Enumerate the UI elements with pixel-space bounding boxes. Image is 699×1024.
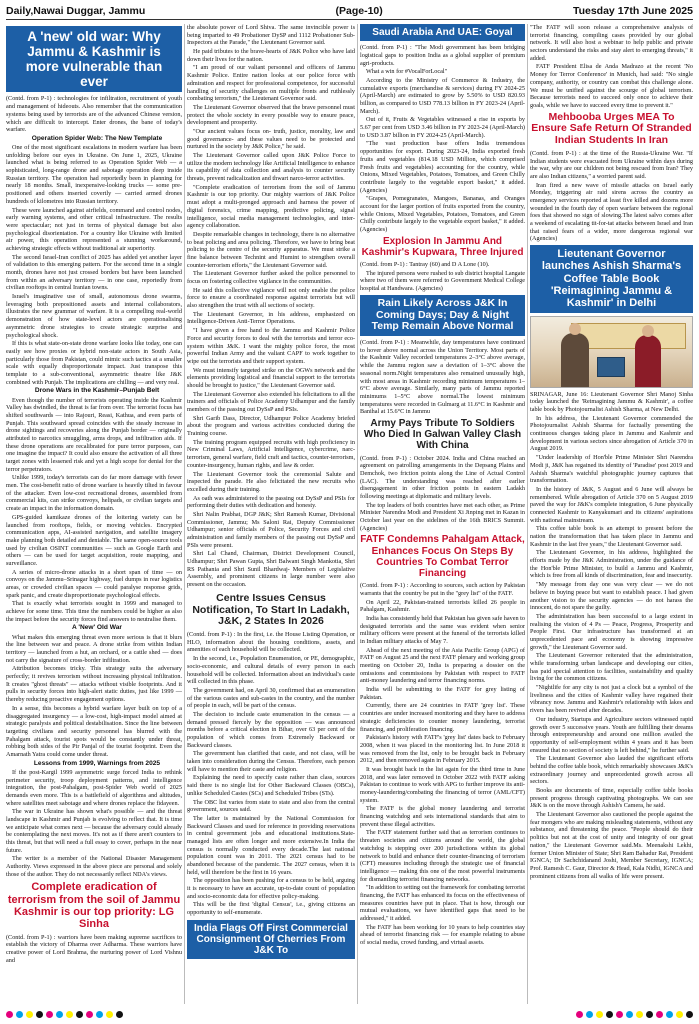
column-2 [187, 24, 355, 1004]
article-paragraph: This will be the first 'digital Census', i.e., giving citizens an opportunity to self-enumerate. [187, 901, 355, 917]
registration-dot [116, 1011, 123, 1018]
column-4 [530, 24, 693, 1004]
article-paragraph: "I have given a free hand to the Jammu and Kashmir Police Force and security forces to deal with the terrorists and terror eco-system within J&K. I want the mighty police force, the most powerful Indian Army and the valiant CAPF to work together to wipe out the terrorists and their support system. [187, 327, 355, 365]
article-paragraph: The second Israel-Iran conflict of 2025 has added yet another layer of validation to this emerging pattern. For the second time in a single month, drones have not just crossed borders but have been launched from within an adversary territory — in one case, reportedly from civilian rooftops in central Iranian towns. [6, 253, 182, 292]
article-paragraph: What a win for #VocalForLocal" [366, 68, 448, 76]
article-paragraph: (Contd. from P-1) : In the first, i.e. the House Listing Operation, or HLO, information about the housing conditions, assets, and amenities of each household will be collected. [187, 631, 355, 654]
registration-dot [656, 1011, 663, 1018]
article-paragraph: On April 22, Pakistan-trained terrorists killed 26 people in Pahalgam, Kashmir. [360, 598, 525, 614]
article-paragraph: That is exactly what terrorists sought in 1999 and managed to achieve for some time. This time the numbers could be higher as also the impact before the security forces find answers to neutralise them. [6, 600, 182, 623]
column-divider [184, 24, 185, 1004]
article-paragraph: (Contd. from P-1) : "The Modi government has been bridging logistical gaps to position India as a global supplier of premium agri-products. [360, 44, 525, 67]
article-paragraph: The writer is a member of the National Disaster Management Authority. Views expressed in the above piece are personal and solely those of the author. They do not necessarily reflect NDA's views. [6, 855, 182, 878]
registration-dot [16, 1011, 23, 1018]
registration-dot [626, 1011, 633, 1018]
headline-census: Centre Issues Census Notification, To Start In Ladakh, J&K, 2 States In 2026 [192, 591, 350, 628]
article-new-old-war [6, 95, 182, 878]
registration-dot [596, 1011, 603, 1018]
registration-dot [96, 1011, 103, 1018]
article-paragraph: (Contd. from P-1) : technologies for infiltration, recruitment of youth and management of hideouts. Also remember that the communication systems being used by terrorists are of the advanced Chinese version, which are difficult to intercept. Enter drones, the bane of today's warfare. [6, 95, 182, 134]
article-paragraph: "My message from day one was very clear — we do not believe in buying peace but want to establish peace. I had given another vision to the security agencies — do not harass the innocent, do not spare the guilty. [530, 581, 693, 612]
book-launch-photo [530, 316, 693, 388]
article-paragraph: the absolute power of Lord Shiva. The same invincible power is being imparted to 49 Probationer DySP and 1112 Probationer Sub-Inspectors at the Parade," the Lieutenant Governor said. [187, 24, 355, 47]
article-paragraph: SRINAGAR, June 16: Lieutenant Governor Shri Manoj Sinha today launched the 'Reimagining Jammu & Kashmir', a coffee table book by Photojournalist Ashish Sharma, at New Delhi. [530, 390, 693, 413]
article-paragraph: The war in Ukraine has shown what's possible — and the threat landscape in Kashmir and Punjab is evolving to reflect that. It is time we anticipate what comes next — because the adversary could already be contemplating the next moves. It's not as if there aren't counters to this threat, but that will need a full essay to cover, perhaps in the near future. [6, 808, 182, 854]
article-paragraph: A series of micro-drone attacks in a short span of time — on convoys on the Jammu–Srinagar highway, fuel dumps in rear logistics areas, or crowded civilian spaces — could paralyse response grids, spark panic, and create disproportionate psychological effects. [6, 568, 182, 599]
article-paragraph: Israel's imaginative use of small, autonomous drone swarms, leveraging both prepositioned assets and internal collaborators, illustrates the new grammar of warfare. It is a compelling real-world demonstration of how state-level actors are operationalising asymmetric drone strategies to create strategic surprise and psychological shock. [6, 293, 182, 339]
print-footer [6, 1008, 693, 1020]
article-paragraph: The latter is maintained by the National Commission for Backward Classes and used for reference in providing reservations in central government jobs and educational institutions.State-managed lists are often longer and more extensive.In India the census is normally conducted every decade.The last national population count was in 2011. The 2021 census had to be abandoned because of the pandemic. The 2027 census, when it is held, will therefore be the first in 16 years. [187, 814, 355, 876]
article-paragraph: It was brought back in the list again for the third time in June 2018, and was later removed in October 2022 with FATF asking Pakistan to continue to work with APG to further improve its anti-money-laundering/combating the financing of terror (AML/CFT) system. [360, 765, 525, 804]
article-paragraph: As oath was administered to the passing out DySsP and PSIs for performing their duties with dedication and honesty. [187, 494, 355, 510]
column-divider [357, 24, 358, 1004]
article-galwan [360, 455, 525, 533]
article-paragraph: FATF President Elisa de Anda Madrazo at the recent 'No Money for Terror Conference' in Munich, had said: "No single company, authority, or country can combat this challenge alone. We must be unified against the scourge of global terrorism. Because terrorists need to succeed only once to achieve their goals, while we have to succeed every time to prevent it." [530, 63, 693, 109]
registration-dot [646, 1011, 653, 1018]
article-saudi-uae [360, 44, 525, 234]
article-paragraph: (Contd. from P-1) : Tantray (60) and D A Lone (10). [360, 261, 490, 269]
article-subheading: Drone Wars in the Kashmir–Punjab Belt [34, 387, 160, 395]
article-paragraph: (Contd. from P-1) : October 2024. India and China reached an agreement on patrolling arrangements in the Depsang Plains and Demchok, two friction points along the Line of Actual Control (LAC). The understanding was reached after earlier disengagement in other friction points in eastern Ladakh following meetings at diplomatic and military levels. [360, 454, 525, 500]
article-paragraph: The Lieutenant Governor reiterated that the administration, while transforming urban landscape and developing our cities, has paid special attention to facilities, sustainability and quality living for the common citizens. [530, 652, 693, 683]
registration-dot [576, 1011, 583, 1018]
article-paragraph: (Contd. from P-1) : at the time of the Russia-Ukraine War. "If Indian students were evacuated from Ukraine within days during the war, why are our children not being rescued from Iran? They are also Indian citizens," a worried parent said. [530, 149, 693, 180]
article-paragraph: These were launched against airfields, command and control nodes, early warning systems, and other critical infrastructure. The results were spectacular; not just in terms of physical damage but also psychological disorientation. For a country like Ukraine with limited air power, this operation represented a stunning workaround, achieving strategic effects without traditional air superiority. [6, 206, 182, 252]
article-lg-sinha [6, 934, 182, 965]
registration-dot [686, 1011, 693, 1018]
photo-person-right [635, 335, 661, 387]
article-paragraph: The Lieutenant Governor observed that the brave personnel must protect the whole society in every possible way to ensure peace, development and prosperity. [187, 103, 355, 127]
article-paragraph: He paid tributes to the brave-hearts of J&K Police who have laid down their lives for the nation. [187, 48, 355, 63]
article-subheading: Lessons from 1999, Warnings from 2025 [33, 759, 161, 767]
article-paragraph: "Nightlife for any city is not just a clock but a symbol of the liveliness and the cities of Kashmir valley have regained their vibrancy now. Jammu and Kashmir's relationship with lakes and rivers has been revived after decades. [530, 684, 693, 715]
article-paragraph: (Contd. from P-1) : warriors have been making supreme sacrifices to establish the victory of Dharma over Adharma. These warriors have creative power of Lord Brahma, the nurturing power of Lord Vishnu and [6, 933, 182, 964]
article-paragraph: The Lieutenant Governor took the ceremonial Salute and inspected the parade. He also felicitated the new recruits who excelled during their training. [187, 470, 355, 493]
article-paragraph: The Lieutenant Governor called upon J&K Police Force to utilize the modern technology like Artificial Intelligence to enhance its capability of data collection and analysis to counter security threats, prevent radicalization and thwart narco-terror activities. [187, 152, 355, 183]
article-paragraph: In the history of J&K, 5 August and 6 June will always be remembered. While abrogation of Article 370 on 5 August 2019 paved the way for J&K's complete integration, 6 June physically connected Kashmir to Kanyakumari and its citizens' aspirations with national mainstream. [530, 485, 693, 524]
registration-dot [56, 1011, 63, 1018]
article-paragraph: India will be submitting to the FATF for grey listing of Pakistan. [360, 686, 525, 701]
article-subheading: Operation Spider Web: The New Template [31, 134, 163, 142]
article-mehbooba [530, 150, 693, 243]
article-paragraph: If the post-Kargil 1999 asymmetric surge forced India to rethink perimeter security, troop deployment patterns, and intelligence integration, the post-Pahalgam, post-Spider Web world of 2025 demands even more. This is a battlefield of algorithms and altitudes, where satellites meet sabotage and where drones replace the fidayeen. [6, 768, 182, 807]
registration-dot [66, 1011, 73, 1018]
headline-lg-sinha: Complete eradication of terrorism from the soil of Jammu Kashmir is our top priority: LG Sinha [7, 881, 181, 931]
article-paragraph: "Under leadership of Hon'ble Prime Minister Shri Narendra Modi ji, J&K has regained its identity of 'Paradise' post 2019 and Ashish Sharma's watchful photographic journey captures that transformation. [530, 454, 693, 485]
article-paragraph: Pakistan's history with FATF's 'grey list' dates back to February 2008, when it was placed in the monitoring list. In June 2018 it was removed from the list, only to be brought back in February 2012, and then removed again in February 2015. [360, 734, 525, 765]
registration-dot [676, 1011, 683, 1018]
article-paragraph: Ahead of the next meeting of the Asia Pacific Group (APG) of FATF on August 25 and the next FATF plenary and working group meeting on October 20, India is preparing a dossier on the omissions and commissions by Pakistan with respect to FATF anti-money laundering and terror financing norms. [360, 646, 525, 685]
article-paragraph: The FATF is the global money laundering and terrorist financing watchdog and sets international standards that aim to prevent these illegal activities. [360, 805, 525, 828]
article-paragraph: According to the Ministry of Commerce & Industry, the cumulative exports (merchandise & services) during FY 2024-25 (April-March) are estimated to grow by 5.50% to USD 820.93 billion, as compared to USD 778.13 billion in FY 2023-24 (April-March). [360, 76, 525, 115]
issue-date: Tuesday 17th June 2025 [572, 5, 693, 17]
headline-coffee-table-book: Lieutenant Governor launches Ashish Sharma's Coffee Table Book 'Reimagining Jammu & Kashmir' in Delhi [530, 245, 693, 313]
article-paragraph: Shri Nalin Prabhat, DGP J&K; Shri Ramesh Kumar, Divisional Commissioner, Jammu; Ms Saloni Rai, Deputy Commissioner Udhampur; senior officials of Police, Security Forces and civil administration and family members of the passing out DySsP and PSIs were present. [187, 510, 355, 549]
article-paragraph: The FATF has been working for 10 years to help countries stay ahead of terrorist financing risk — for example relating to abuse of social media, crowd funding, and virtual assets. [360, 923, 525, 947]
article-paragraph: One of the most significant escalations in modern warfare has been unfolding before our eyes in Ukraine. On June 1, 2025, Ukraine launched what is being referred to as Operation Spider Web — a sophisticated, long-range drone and sabotage operation deep inside Russian territory. The operation had reportedly been in planning for nearly 18 months. Small, inexpensive-looking trucks — some pre-positioned and others inserted covertly — carried armed drones hundreds of kilometres into Russian territory. [6, 144, 182, 205]
registration-dot [586, 1011, 593, 1018]
article-paragraph: If this is what state-on-state drone warfare looks like today, one can easily see how proxies or hybrid non-state actors in South Asia, particularly those from Pakistan, could mimic such tactics at a smaller scale with equally disproportionate impact. Just transpose this template to a sub-conventional, asymmetric theatre like J&K combined with Punjab. The implications are chilling — and very real. [6, 340, 182, 386]
article-paragraph: The injured persons were rushed to sub district hospital Langate where two of them were referred to Government Medical College hospital at Handwara. (Agencies) [360, 269, 525, 293]
article-paragraph: (Contd. from P-1) : Meanwhile, day temperatures have continued to hover above normal across the Union Territory. Most parts of the Kashmir Valley recorded temperatures 2–3°C above average, while the Jammu region saw a deviation of 1–3°C above the seasonal norm.Night temperatures also remained unusually high, with most areas in Kashmir recording minimum temperatures 1–6°C above average. Similarly, many parts of Jammu reported minimums 1–5°C above normal.The lowest minimum temperatures were recorded in Gulmarg at 11.6°C in Kashmir and Banihal at 15.6°C in Jammu [360, 339, 525, 416]
masthead [6, 4, 693, 18]
article-paragraph: Shri Garib Dass, Director, Udhampur Police Academy briefed about the program and various activities conducted during the Training course. [187, 414, 355, 438]
article-paragraph: Despite remarkable changes in technology, there is no alternative to beat policing and area policing. Therefore, we have to bring beat policing to the centre of the security apparatus. We must strike a fine balance between Technint and Humint to strengthen overall counter-terrorism efforts," the Lieutenant Governor said. [187, 230, 355, 269]
article-paragraph: This coffee table book is an attempt to present before the nation the transformation that has taken place in Jammu and Kashmir in the last five years," the Lieutenant Governor said. [530, 525, 693, 548]
photo-book [597, 357, 625, 377]
article-paragraph: He said this collective vigilance will not only enable the police force to ensure a coordinated response against terrorists but will also strengthen the trust with all sections of society. [187, 286, 355, 310]
article-paragraph: The decision to include caste enumeration in the census — a demand pressed fiercely by the opposition — was announced months before a critical election in Bihar, over 63 per cent of the population of which comes from Extremely Backward or Backward classes. [187, 710, 355, 749]
article-kupwara [360, 261, 525, 293]
article-paragraph: The Lieutenant Governor, in his address, emphasized on Intelligence-Driven Anti-Terror Operations. [187, 310, 355, 326]
article-paragraph: (Contd. from P-1) : According to sources, such action by Pakistan warrants that the country be put in the "grey list" of the FATF. [360, 582, 525, 597]
article-paragraph: "Our ancient values focus on- truth, justice, morality, law and good governance- and these values need to be protected and nurtured in the society by J&K Police," he said. [187, 127, 355, 151]
article-paragraph: The Lieutenant Governor, in his address, highlighted the efforts made by the J&K Administration, under the guidance of the Hon'ble Prime Minister, to build a Jammu and Kashmir, which is free from all kinds of discrimination, fear and insecurity. [530, 549, 693, 580]
article-paragraph: "Grapes, Pomegranates, Mangoes, Bananas, and Oranges account for the larger portion of fruits exported from the country, while Onions, Mixed Vegetables, Potatoes, Tomatoes, and Green Chilly contribute largely to the vegetable export basket," it added. (Agencies) [360, 195, 525, 233]
registration-dot [26, 1011, 33, 1018]
registration-marks-right [576, 1011, 693, 1018]
registration-dot [86, 1011, 93, 1018]
article-paragraph: The Lieutenant Governor also lauded the significant efforts behind the coffee table book, which remarkably showcases J&K's extraordinary journey and unprecedented growth across all sectors. [530, 755, 693, 786]
column-divider [527, 24, 528, 1004]
registration-dot [106, 1011, 113, 1018]
article-paragraph: "Complete eradication of terrorism from the soil of Jammu Kashmir is our top priority. Our mighty warriors of J&K Police must adopt a multi-pronged approach and harness the power of digital forensics, crime mapping, predictive policing, signal intelligence, social media management technologies, and inter-agency collaboration. [187, 183, 355, 230]
article-paragraph: "The FATF will soon release a comprehensive analysis of terrorist financing, compiling cases provided by our global network. It will also host a webinar to help public and private sectors understand the risks and stay alert to emerging threats," it added. [530, 24, 693, 62]
registration-dot [616, 1011, 623, 1018]
article-paragraph: The administration has been successful to a large extent in realising the vision of 4 Ps — Peace, Progress, Prosperity and People First. Our infrastructure has transformed at an unprecedented pace and economy is showing impressive growth," the Lieutenant Governor said. [530, 612, 693, 651]
article-rain [360, 339, 525, 416]
registration-dot [46, 1011, 53, 1018]
registration-dot [6, 1011, 13, 1018]
article-paragraph: Shri Lal Chand, Chairman, District Development Council, Udhampur; Shri Pawan Gupta, Shri Balwant Singh Mankotia, Shri RS Pathania and Shri Sunil Bhardwaj- Members of Legislative Assembly, and prominent citizens in large number were also present on the occasion. [187, 550, 355, 589]
paper-name: Daily,Nawai Duggar, Jammu [6, 5, 146, 17]
article-paragraph: The FATF statement further said that as terrorism continues to threaten societies and citizens around the world, the global watchdog is stepping over 200 jurisdictions within its global network to build and enhance their counter-financing of terrorism (CFT) measures including through the strategic use of financial intelligence — making this one of the most powerful instruments for dismantling terrorist financing networks. [360, 829, 525, 883]
registration-dot [636, 1011, 643, 1018]
article-paragraph: The top leaders of both countries have met each other, as Prime Minister Narendra Modi and President Xi Jinping met in Kazan in October last year on the sidelines of the 16th BRICS Summit. (Agencies) [360, 501, 525, 532]
article-paragraph: The OBC list varies from state to state and also from the central government, sources said. [187, 798, 355, 814]
masthead-rule [6, 19, 693, 20]
article-paragraph: The Lieutenant Governor further asked the police personnel to focus on fostering collective vigilance in the communities. [187, 270, 355, 285]
article-paragraph: Unlike 1999, today's terrorists can do far more damage with fewer men. The cost-benefit ratio of drone warfare is heavily tilted in favour of the attacker. Even low-cost recreational drones, assembled from commercial kits, can strike convoys, helipads, or civilian targets and create an impact in the information domain. [6, 474, 182, 513]
headline-fatf: FATF Condemns Pahalgam Attack, Enhances Focus On Steps By Countries To Combat Terror Financing [360, 534, 525, 579]
article-paragraph: We must intensify targeted strike on the OGWs network and the elements providing logistical and financial support to the terrorists should be brought to justice," the Lieutenant Governor said. [187, 366, 355, 389]
article-paragraph: The Lieutenant Governor also extended his felicitations to all the trainers and officials of Police Academy Udhampur and the family members of the passing out DySsP and PSIs. [187, 390, 355, 413]
article-census [187, 631, 355, 917]
article-coffee-table-book [530, 391, 693, 881]
article-paragraph: The training program equipped recruits with high proficiency in New Criminal Laws, Artificial Intelligence, cybercrime, narc-terrorism, general warfare, field craft and tactics, counter-terrorism, counter-insurgency, human rights, and law & order. [187, 438, 355, 469]
headline-cherries: India Flags Off First Commercial Consignment Of Cherries From J&K To [187, 920, 355, 960]
article-subheading: A 'New' Old War [72, 624, 122, 632]
article-paragraph: Attribution becomes tricky. This strategy suits the adversary perfectly; it revives terrorism without increasing physical infiltration. It creates "ghost threats" — attacks without visible footprints. And it pulls in security forces into high-alert static duties, just like 1999 — thereby reducing proactive engagement options. [6, 665, 182, 704]
article-paragraph: The government had, on April 30, confirmed that an enumeration of the various castes and sub-castes in the country, and the number of people in each, will be part of the census. [187, 686, 355, 710]
headline-kupwara: Explosion In Jammu And Kashmir's Kupwara, Three Injured [361, 235, 524, 258]
article-paragraph: India has consistently held that Pakistan has given safe haven to designated terrorists and the same was evident when senior military officers were present at the funeral of the terrorists killed in Indian military attacks of May 7. [360, 614, 525, 645]
article-paragraph: "I am proud of our valiant personnel and officers of Jammu Kashmir Police. Entire nation looks at our police force with admiration and respect for professional competence, for successful handling of security challenges on multiple fronts and ruthlessly combating terrorism," the Lieutenant Governor said. [187, 64, 355, 103]
article-paragraph: The opposition has been pushing for a census to be held, arguing it is necessary to have an accurate, up-to-date count of population and socio-economic data for effective policy-making. [187, 877, 355, 900]
article-paragraph: In a sense, this becomes a hybrid warfare layer built on top of a disaggregated insurgency — a low-cost, high-impact model aimed at strategic paralysis and political destabilisation. Since the line between targeting civilians and security personnel has blurred with the Pahalgam attack, tourist spots would be constantly under threat, robbing both sides of the Pir Panjal of the tourist footprint. Even the Amarnath Yatra could come under threat. [6, 704, 182, 758]
article-paragraph: Out of it, Fruits & Vegetables witnessed a rise in exports by 5.67 per cent from USD 3.46 billion in FY 2023-24 (April-March) to USD 3.87 billion in FY 2024-25 (April-March). [360, 116, 525, 139]
registration-dot [606, 1011, 613, 1018]
headline-rain: Rain Likely Across J&K In Coming Days; Day & Night Temp Remain Above Normal [360, 295, 525, 336]
article-paragraph: The Lieutenant Governor also cautioned the people against the fear mongers who are making misleading statements, without any substance, and threatening the peace. "People should do their politics but not at the cost of unity and integrity of our great nation," the Lieutenant Governor said.Ms. Meenakshi Lekhi, former Union Minister of State; Shri Ram Bahadur Rai, President IGNCA; Dr Sachchidanand Joshi, Member Secretary, IGNCA; Prof. Ramesh C. Gaur, Director & Head, Kala Nidhi, IGNCA and prominent citizens from all walks of life were present. [530, 811, 693, 880]
article-paragraph: GPS-guided kamikaze drones of the loitering variety can be launched from rooftops, fields, or moving vehicles. Encrypted communication apps, AI-assisted navigation, and satellite imagery make planning both detailed and deniable. The same open-source tools used by civilian OSINT communities — such as Google Earth and others — can be used for target acquisition, route mapping, and surveillance. [6, 513, 182, 567]
headline-mehbooba: Mehbooba Urges MEA To Ensure Safe Return Of Stranded Indian Students In Iran [531, 110, 692, 147]
registration-marks-left [6, 1011, 123, 1018]
article-paragraph: What makes this emerging threat even more serious is that it blurs the line between war and peace. A drone strike from within Indian territory — launched from a hut, an orchard, or a cattle shed — does not carry the signature of cross-border infiltration. [6, 633, 182, 664]
photo-person-left [561, 333, 589, 387]
article-paragraph: Iran fired a new wave of missile attacks on Israel early Monday, triggering air raid sirens across the country as emergency services reported at least five killed and dozens more wounded in the fourth day of open warfare between the regional foes that showed no sign of slowing.The latest salvo comes after a weekend of escalating tit-for-tat attacks between Israel and Iran that raised fears of a wider, more dangerous regional war (Agencies) [530, 181, 693, 243]
article-fatf [360, 582, 525, 947]
article-paragraph: Books are documents of time, especially coffee table books present progress through captivating photographs. We can see J&K is on the move through Ashish's Camera, he said. [530, 787, 693, 810]
article-paragraph: Explaining the need to specify caste rather than class, sources said there is no single list for Other Backward Classes (OBCs), unlike Scheduled Castes (SCs) and Scheduled Tribes (STs). [187, 774, 355, 797]
article-paragraph: Currently, there are 24 countries in FATF 'grey list'. These countries are under increased monitoring and they have to address strategic deficiencies to counter money laundering, terrorist financing, and proliferation financing. [360, 702, 525, 733]
article-paragraph: Even though the number of terrorists operating inside the Kashmir Valley has dwindled, the threat is far from over. The terrorist focus has shifted southwards — into Rajouri, Reasi, Kathua, and even parts of Punjab. This southward spread coincides with the steady increase in drone sightings and recoveries along the Punjab border — originally attributed to narcotics smuggling, arms drops, and infiltration aids. If these drone operations are recalibrated for pure terror purposes, can one imagine the impact? It could also ensure the activation of all three target zones with lessened risk and yet a high scope for denial for the terror perpetrators. [6, 396, 182, 473]
registration-dot [76, 1011, 83, 1018]
article-paragraph: The government has clarified that caste, and not class, will be taken into consideration during the Census. Therefore, each person will have to mention their caste and religion. [187, 750, 355, 773]
headline-galwan: Army Pays Tribute To Soldiers Who Died In Galwan Valley Clash With China [363, 417, 522, 452]
column-3 [360, 24, 525, 1004]
article-paragraph: "The vast production base offers India tremendous opportunities for export. During 2023-24, India exported fresh fruits and vegetables (814.18 USD Million, which comprised Fresh fruits and vegetables) accounting for the country, while Onions, Mixed Vegetables, Potatoes, Tomatoes, and Green Chilly contribute largely to the vegetable export basket," it added. (Agencies) [360, 140, 525, 194]
headline-saudi-uae: Saudi Arabia And UAE: Goyal [360, 24, 525, 41]
article-paragraph: "In addition to setting out the framework for combating terrorist financing, the FATF has enhanced its focus on the effectiveness of measures countries have put in place. That is how, through our mutual evaluations, we have identified gaps that need to be addressed," it added. [360, 884, 525, 922]
registration-dot [666, 1011, 673, 1018]
registration-dot [36, 1011, 43, 1018]
article-lg-sinha-contd [187, 24, 355, 589]
article-fatf-contd [530, 24, 693, 110]
article-paragraph: Our industry, Startups and Agriculture sectors witnessed rapid growth over 5 successive years. Youth are fulfilling their dreams through entrepreneurship and around one million availed the opportunity of self-employment within 4 years and it has been ensured that no section of society is left behind," he further said. [530, 715, 693, 754]
column-1 [6, 24, 182, 1004]
headline-new-old-war: A 'new' old war: Why Jammu & Kashmir is more vulnerable than ever [6, 26, 182, 92]
article-paragraph: In his address, the Lieutenant Governor commended the Photojournalist Ashish Sharma for factually presenting the continuous changes taking place in Jammu and Kashmir and development in various sectors since abrogation of Article 370 in August 2019. [530, 414, 693, 453]
page-number: (Page-10) [335, 5, 383, 17]
article-paragraph: In the second, i.e., Population Enumeration, or PE, demographic, socio-economic, and cultural details of every person in each household will be collected. Information about an individual's caste will collected in this phase. [187, 655, 355, 686]
